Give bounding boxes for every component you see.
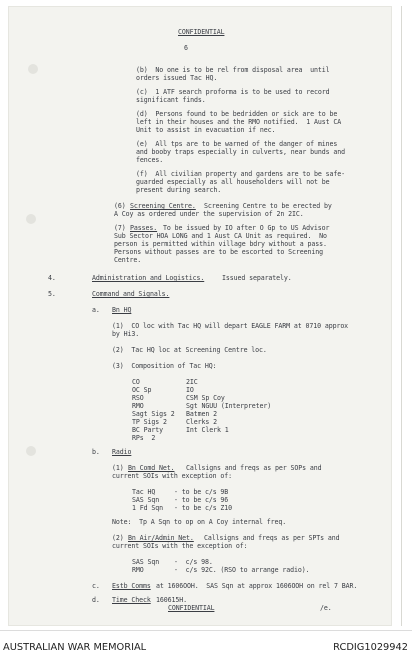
callsign-station: SAS Sqn [132,496,160,504]
sub-a-item1-line: (1) CO loc with Tac HQ will depart EAGLE FARM at 0710 approx [112,322,349,330]
radio-item1-text-line: current SOIs with exception of: [112,472,232,480]
para-c-line: significant finds. [136,96,206,104]
section4-text: Issued separately. [222,274,292,282]
sub-c-text: at 1606OOH. SAS Sqn at approx 1606OOH on rel 7 BAR. [156,582,358,590]
item7-text-line: Persons without passes are to be escorted to Screening [114,248,323,256]
sub-c-title: Estb Comms [112,582,151,590]
composition-left: BC Party [132,426,163,434]
item7-text-line: To be issued by IO after O Gp to US Advisor [163,224,330,232]
item7-title: Passes. [130,224,158,232]
item6-text-line: Screening Centre to be erected by [204,202,332,210]
composition-left: RMO [132,402,144,410]
sub-d-letter: d. [92,596,100,604]
sub-a-title: Bn HQ [112,306,132,314]
sub-b-title: Radio [112,448,132,456]
para-f-line: present during search. [136,186,222,194]
item7-number: (7) [114,224,126,232]
sub-a-letter: a. [92,306,100,314]
composition-left: TP Sigs 2 [132,418,167,426]
composition-left: CO [132,378,140,386]
callsign-station: Tac HQ [132,488,156,496]
para-b-line: orders issued Tac HQ. [136,74,218,82]
callsign-value: - c/s 92C. (RSO to arrange radio). [174,566,310,574]
radio-item1-text-line: Callsigns and freqs as per SOPs and [186,464,322,472]
sub-b-letter: b. [92,448,100,456]
sub-a-item3: (3) Composition of Tac HQ: [112,362,217,370]
para-b-line: (b) No one is to be rel from disposal area until [136,66,330,74]
radio-item2-number: (2) [112,534,124,542]
composition-right: Batmen 2 [186,410,217,418]
composition-right: Sgt NGUU (Interpreter) [186,402,272,410]
archive-reference: RCDIG1029942 [333,642,408,653]
sub-d-text: 160615H. [156,596,187,604]
item6-number: (6) [114,202,126,210]
item6-text-line: A Coy as ordered under the supervision of 2n 2IC. [114,210,304,218]
archive-footer [0,630,412,655]
sub-a-item2: (2) Tac HQ loc at Screening Centre loc. [112,346,267,354]
para-e-line: and booby traps especially in culverts, near bunds and [136,148,345,156]
composition-left: OC Sp [132,386,152,394]
para-d-line: left in their houses and the RMO notified. 1 Aust CA [136,118,342,126]
para-f-line: guarded especially as all householders will not be [136,178,330,186]
callsign-value: - to be c/s 96 [174,496,229,504]
composition-right: Int Clerk 1 [186,426,229,434]
para-c-line: (c) 1 ATF search proforma is to be used to record [136,88,330,96]
composition-right: Clerks 2 [186,418,217,426]
punch-hole [26,214,36,224]
para-e-line: (e) All tps are to be warned of the danger of mines [136,140,338,148]
radio-note: Note: Tp A Sqn to op on A Coy internal freq. [112,518,287,526]
composition-right: IO [186,386,194,394]
sub-c-letter: c. [92,582,100,590]
callsign-value: - to be c/s Z10 [174,504,233,512]
item7-text-line: Centre. [114,256,142,264]
section4-title: Administration and Logistics. [92,274,205,282]
radio-item1-title: Bn Comd Net. [128,464,175,472]
section5-title: Command and Signals. [92,290,170,298]
item7-text-line: person is permitted within village bdry without a pass. [114,240,327,248]
para-f-line: (f) All civilian property and gardens are to be safe- [136,170,345,178]
callsign-station: 1 Fd Sqn [132,504,163,512]
page-number: 6 [184,44,188,52]
punch-hole [28,64,38,74]
composition-left: RSO [132,394,144,402]
radio-item1-number: (1) [112,464,124,472]
section5-number: 5. [48,290,56,298]
item7-text-line: Sub Sector HOA LONG and 1 Aust CA Unit as required. No [114,232,327,240]
section4-number: 4. [48,274,56,282]
para-d-line: (d) Persons found to be bedridden or sick are to be [136,110,338,118]
radio-item2-title: Bn Air/Admin Net. [128,534,194,542]
item6-title: Screening Centre. [130,202,196,210]
footer-classification: CONFIDENTIAL [168,604,215,612]
archive-institution: AUSTRALIAN WAR MEMORIAL [3,642,147,653]
punch-hole [26,446,36,456]
composition-left: Sagt Sigs 2 [132,410,175,418]
callsign-station: RMO [132,566,144,574]
header-classification: CONFIDENTIAL [178,28,225,36]
continuation-mark: /e. [320,604,332,612]
sub-a-item1-line: by Hi3. [112,330,140,338]
callsign-station: SAS Sqn [132,558,160,566]
para-d-line: Unit to assist in evacuation if nec. [136,126,276,134]
composition-left: RPs 2 [132,434,156,442]
composition-right: CSM Sp Coy [186,394,225,402]
callsign-value: - c/s 98. [174,558,213,566]
para-e-line: fences. [136,156,164,164]
callsign-value: - to be c/s 9B [174,488,229,496]
page-edge-line [401,6,402,626]
document-page [8,6,392,626]
sub-d-title: Time Check [112,596,151,604]
composition-right: 2IC [186,378,198,386]
radio-item2-text-line: current SOIs with the exception of: [112,542,248,550]
radio-item2-text-line: Callsigns and freqs as per SPTs and [204,534,340,542]
